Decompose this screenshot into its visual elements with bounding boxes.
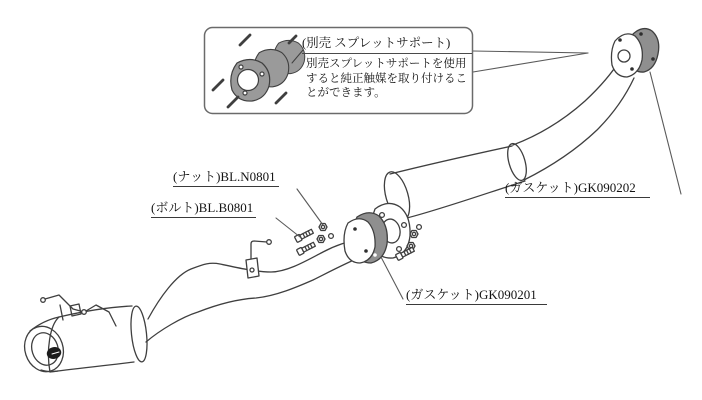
joint-bolts-left [294, 228, 315, 255]
leader-line-gasket-201 [381, 257, 403, 299]
joint-left-flange [344, 219, 375, 263]
washer-part [329, 234, 334, 239]
pointer-wedge [473, 51, 588, 72]
leader-line-nut [297, 189, 323, 225]
info-box-text-line: 別売スプレットサポートを使用 [306, 58, 467, 70]
info-box-title: (別売 スプレットサポート) [302, 36, 472, 54]
label-gasket-gk090202: (ガスケット)GK090202 [505, 180, 650, 198]
joint-nuts-left [317, 224, 333, 243]
nut-part [410, 231, 418, 238]
front-pipe [513, 60, 634, 180]
nut-part [317, 236, 325, 243]
front-flange [611, 34, 642, 77]
muffler-tip [19, 317, 69, 377]
leader-line-bolt [276, 218, 300, 237]
info-box-text-line: すると純正触媒を取り付けるこ [306, 72, 467, 85]
info-box-text-line: とができます。 [306, 87, 386, 99]
washer-part [417, 225, 422, 230]
rear-pipe [146, 239, 363, 342]
muffler [19, 295, 150, 377]
bolt-part [296, 241, 315, 255]
label-gasket-gk090201: (ガスケット)GK090201 [406, 287, 547, 305]
label-bolt: (ボルト)BL.B0801 [151, 200, 256, 218]
label-nut: (ナット)BL.N0801 [173, 169, 279, 187]
muffler-hanger-rods [41, 295, 116, 326]
leader-line-gasket-202 [650, 72, 681, 194]
